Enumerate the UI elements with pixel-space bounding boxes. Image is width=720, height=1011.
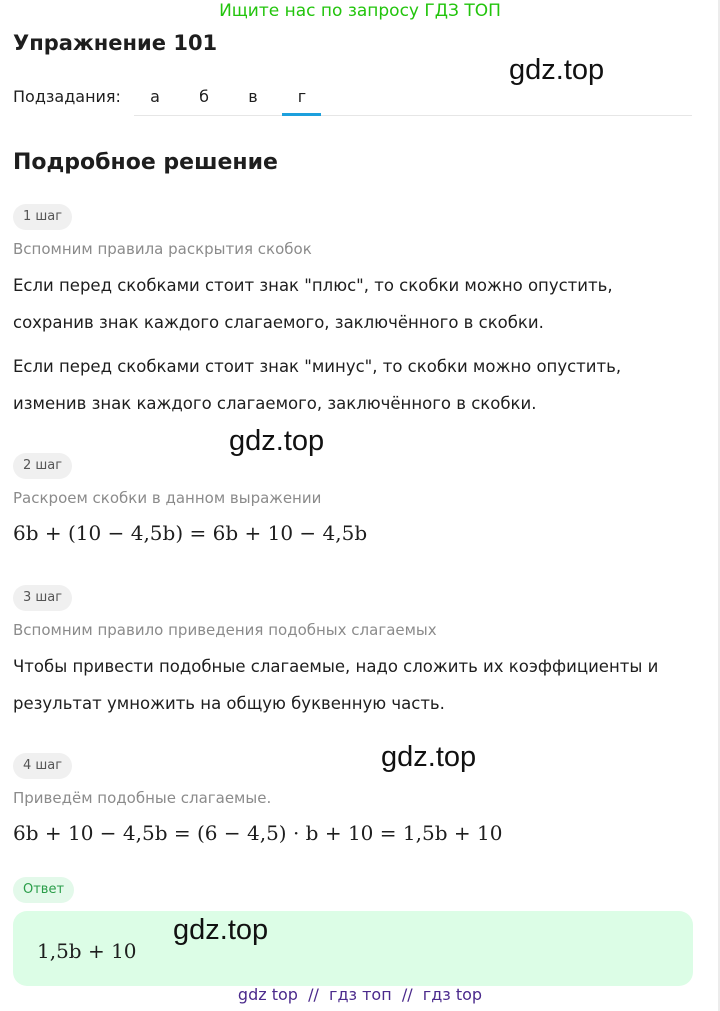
step-text: Чтобы привести подобные слагаемые, надо сложить их коэффициенты и результат умножить на общую буквенную часть. bbox=[13, 657, 659, 713]
math-expression bbox=[13, 821, 502, 845]
step-badge: 2 шаг bbox=[13, 453, 72, 479]
step-badge: 1 шаг bbox=[13, 204, 72, 230]
answer-badge: Ответ bbox=[13, 877, 74, 903]
math-expression-text: 6b + 10 − 4,5b = (6 − 4,5) · b + 10 = 1,5b + 10 bbox=[13, 821, 503, 845]
watermark: gdz.top bbox=[509, 54, 605, 86]
tab-v[interactable]: в bbox=[248, 87, 258, 106]
solution-heading: Подробное решение bbox=[13, 150, 278, 175]
subtasks-label: Подзадания: bbox=[13, 87, 121, 106]
tab-a[interactable]: а bbox=[150, 87, 160, 106]
step-hint: Вспомним правила раскрытия скобок bbox=[13, 240, 312, 258]
watermark: gdz.top bbox=[381, 741, 477, 773]
step-hint: Раскроем скобки в данном выражении bbox=[13, 489, 322, 507]
tab-b[interactable]: б bbox=[199, 87, 209, 106]
step-badge: 4 шаг bbox=[13, 753, 72, 779]
math-expression-text: 6b + (10 − 4,5b) = 6b + 10 − 4,5b bbox=[13, 521, 368, 545]
step-hint: Приведём подобные слагаемые. bbox=[13, 789, 272, 807]
watermark: gdz.top bbox=[173, 914, 269, 946]
step-text: Если перед скобками стоит знак "плюс", то скобки можно опустить, сохранив знак каждого слагаемого, заключённого в скобки. bbox=[13, 276, 613, 332]
watermark: gdz.top bbox=[229, 425, 325, 457]
step-hint: Вспомним правило приведения подобных слагаемых bbox=[13, 621, 437, 639]
tab-g[interactable]: г bbox=[297, 87, 307, 106]
tabs-divider bbox=[134, 115, 692, 116]
active-tab-indicator bbox=[282, 113, 321, 116]
math-expression bbox=[13, 521, 367, 545]
promo-banner[interactable]: Ищите нас по запросу ГДЗ ТОП bbox=[219, 1, 501, 21]
page-title: Упражнение 101 bbox=[13, 31, 218, 55]
footer-links[interactable] bbox=[0, 985, 720, 1004]
step-text: Если перед скобками стоит знак "минус", то скобки можно опустить, изменив знак каждого слагаемого, заключённого в скобки. bbox=[13, 357, 622, 413]
step-badge: 3 шаг bbox=[13, 585, 72, 611]
answer-value: 1,5b + 10 bbox=[37, 939, 137, 963]
footer-text[interactable]: gdz top // гдз топ // гдз top bbox=[237, 985, 483, 1004]
